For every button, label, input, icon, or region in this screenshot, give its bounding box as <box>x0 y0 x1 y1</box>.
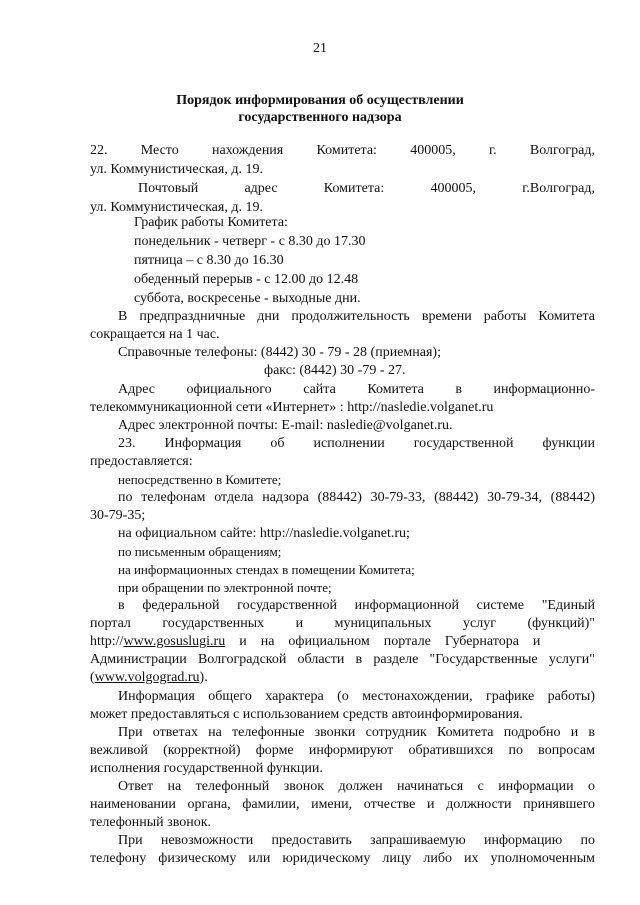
official-site-link[interactable]: http://nasledie.volganet.ru <box>347 400 494 415</box>
p23-fed-line-1: в федеральной государственной информационной системе "Единый <box>118 598 595 613</box>
volgograd-open-paren: ( <box>90 670 95 685</box>
impossible-line-2: телефону физическому или юридическому лицу либо их уполномоченным <box>90 851 595 866</box>
p23-fed-line-3 <box>90 633 595 650</box>
call-start-line-3: телефонный звонок. <box>90 815 211 830</box>
p23-line-2: предоставляется: <box>90 454 193 469</box>
page-number: 21 <box>313 41 327 56</box>
email-link[interactable]: nasledie@volganet.ru. <box>326 418 453 433</box>
internet-line-2-text: телекоммуникационной сети «Интернет» : <box>90 400 348 415</box>
answers-line-3: исполнения государственной функции. <box>90 761 323 776</box>
general-info-line-2: может предоставляться с использованием средств автоинформирования. <box>90 707 523 722</box>
answers-line-2: вежливой (корректной) форме информируют обратившихся по вопросам <box>90 743 595 758</box>
call-start-line-2: наименовании органа, фамилии, имени, отчестве и должности принявшего <box>90 797 595 812</box>
p23-direct: непосредственно в Комитете; <box>118 472 282 487</box>
internet-line-2 <box>90 399 595 416</box>
p22-line-2: ул. Коммунистическая, д. 19. <box>90 162 263 177</box>
p23-email: при обращении по электронной почте; <box>118 580 332 595</box>
p23-phones-line-2: 30-79-35; <box>90 508 146 523</box>
postal-address-line-2: ул. Коммунистическая, д. 19. <box>90 200 263 215</box>
gosuslugi-prefix: http:// <box>90 634 124 649</box>
p23-letters: по письменным обращениям; <box>118 544 282 559</box>
volgograd-link[interactable]: www.volgograd.ru <box>94 670 200 685</box>
p23-fed-line-3-rest: и на официальном портале Губернатора и <box>225 634 541 649</box>
schedule-heading: График работы Комитета: <box>134 215 288 230</box>
schedule-lunch: обеденный перерыв - с 12.00 до 12.48 <box>134 272 359 287</box>
holidays-line-2: сокращается на 1 час. <box>90 327 220 342</box>
postal-address-line-1: Почтовый адрес Комитета: 400005, г.Волгоград, <box>138 181 595 196</box>
holidays-line-1: В предпраздничные дни продолжительность времени работы Комитета <box>118 309 595 324</box>
schedule-mon-thu: понедельник - четверг - с 8.30 до 17.30 <box>134 234 366 249</box>
call-start-line-1: Ответ на телефонный звонок должен начинаться с информации о <box>118 779 595 794</box>
impossible-line-1: При невозможности предоставить запрашиваемую информацию по <box>118 833 595 848</box>
section-title-line-1: Порядок информирования об осуществлении <box>176 93 464 108</box>
phones-line: Справочные телефоны: (8442) 30 - 79 - 28 (приемная); <box>118 345 441 360</box>
volgograd-close: ). <box>199 670 208 685</box>
p22-line-1: 22. Место нахождения Комитета: 400005, г. Волгоград, <box>90 143 595 158</box>
general-info-line-1: Информация общего характера (о местонахождении, графике работы) <box>118 689 595 704</box>
section-title-line-2: государственного надзора <box>238 110 402 125</box>
email-line <box>118 417 595 434</box>
internet-line-1: Адрес официального сайта Комитета в информационно- <box>118 382 595 397</box>
answers-line-1: При ответах на телефонные звонки сотрудник Комитета подробно и в <box>118 725 595 740</box>
fax-line: факс: (8442) 30 -79 - 27. <box>264 363 406 378</box>
schedule-friday: пятница – с 8.30 до 16.30 <box>134 253 284 268</box>
p23-fed-line-5 <box>90 669 595 686</box>
schedule-weekend: суббота, воскресенье - выходные дни. <box>134 291 361 306</box>
p23-fed-line-4: Администрации Волгоградской области в разделе "Государственные услуги" <box>90 652 595 667</box>
p23-line-1: 23. Информация об исполнении государственной функции <box>118 436 595 451</box>
p23-stands: на информационных стендах в помещении Комитета; <box>118 562 415 577</box>
email-label: Адрес электронной почты: E-mail: <box>118 418 327 433</box>
p23-fed-line-2: портал государственных и муниципальных услуг (функций)" <box>90 616 595 631</box>
gosuslugi-link[interactable]: www.gosuslugi.ru <box>123 634 226 649</box>
p23-site: на официальном сайте: http://nasledie.volganet.ru; <box>118 526 410 541</box>
p23-phones-line-1: по телефонам отдела надзора (88442) 30-79-33, (88442) 30-79-34, (88442) <box>118 490 595 505</box>
